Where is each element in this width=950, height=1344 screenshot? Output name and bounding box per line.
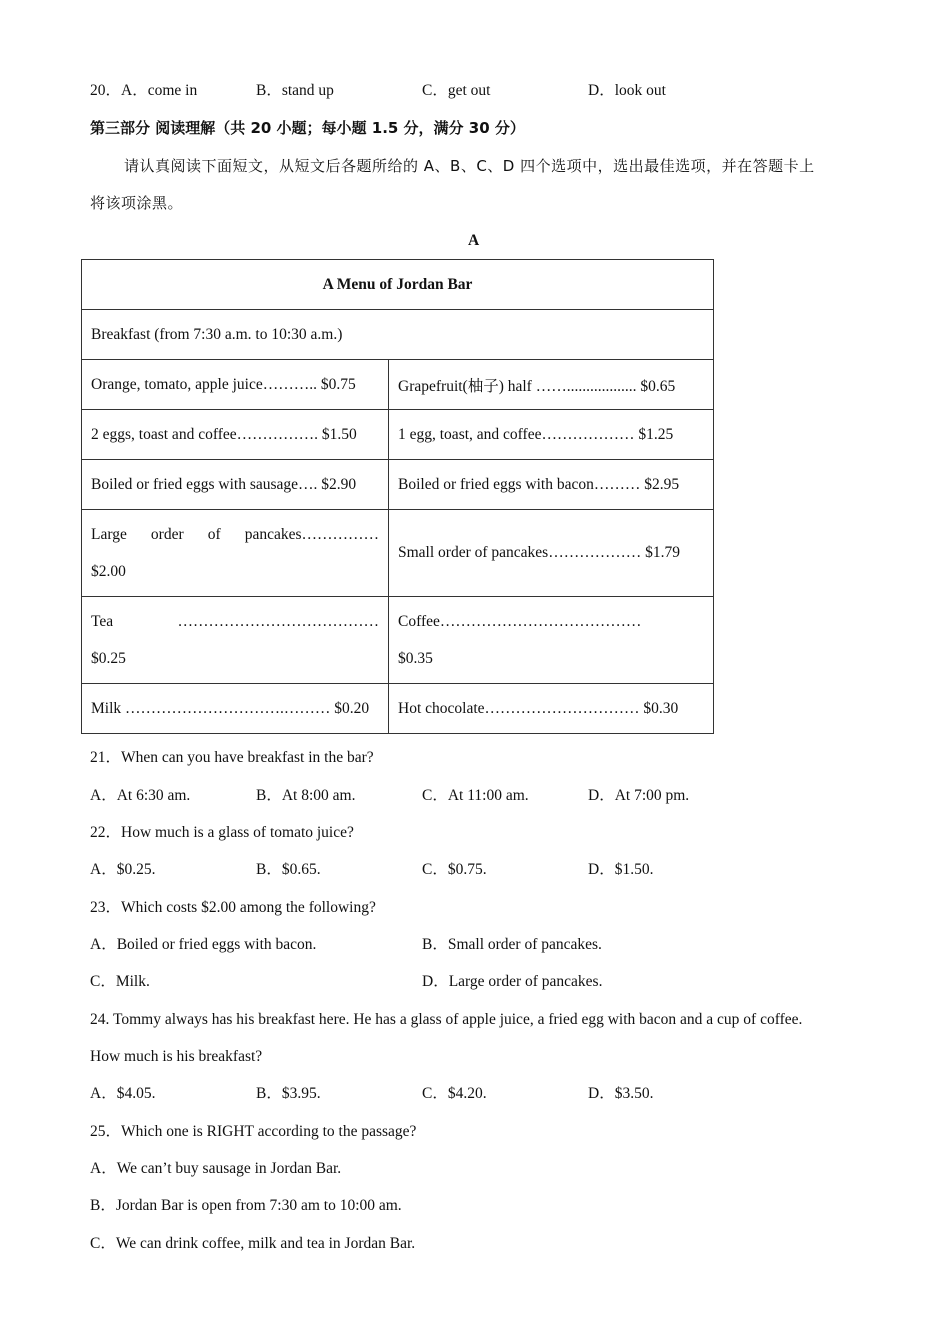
menu-item: Small order of pancakes……………… $1.79: [389, 510, 714, 597]
q21-option-d: D．At 7:00 pm.: [588, 787, 690, 804]
q24-option-d: D．$3.50.: [588, 1085, 654, 1102]
q20-option-d: D．look out: [588, 82, 666, 99]
section-instruction: 请认真阅读下面短文，从短文后各题所给的 A、B、C、D 四个选项中，选出最佳选项，并在答题卡上: [124, 157, 815, 175]
section-title: 第三部分 阅读理解（共 20 小题；每小题 1.5 分，满分 30 分）: [90, 119, 525, 137]
q24-option-a: A．$4.05.: [90, 1085, 156, 1102]
menu-item: Orange, tomato, apple juice……….. $0.75: [82, 360, 389, 410]
q20-option-c: C．get out: [422, 82, 491, 99]
menu-item: Boiled or fried eggs with bacon……… $2.95: [389, 460, 714, 510]
menu-item-name: Tea …………………………………: [91, 613, 379, 630]
q22-option-d: D．$1.50.: [588, 861, 654, 878]
q25-option-c: C．We can drink coffee, milk and tea in Jordan Bar.: [90, 1235, 416, 1252]
q23-stem: 23．Which costs $2.00 among the following?: [90, 899, 376, 916]
q22-option-c: C．$0.75.: [422, 861, 487, 878]
q23-option-d: D．Large order of pancakes.: [422, 973, 603, 990]
menu-item-large-pancakes: [82, 510, 389, 597]
q22-option-b: B．$0.65.: [256, 861, 321, 878]
q21-option-c: C．At 11:00 am.: [422, 787, 529, 804]
menu-item: 2 eggs, toast and coffee……………. $1.50: [82, 410, 389, 460]
q24-stem: 24. Tommy always has his breakfast here. He has a glass of apple juice, a fried egg with bacon and a cup of coffee.: [90, 1011, 803, 1028]
menu-item: 1 egg, toast, and coffee……………… $1.25: [389, 410, 714, 460]
menu-table: [81, 259, 714, 734]
section-instruction-cont: 将该项涂黑。: [90, 194, 184, 212]
q20-option-b: B．stand up: [256, 82, 334, 99]
q20-option-a: 20．A．come in: [90, 82, 198, 99]
q24-stem-cont: How much is his breakfast?: [90, 1048, 263, 1065]
menu-item-price: $2.00: [91, 563, 126, 580]
q23-option-a: A．Boiled or fried eggs with bacon.: [90, 936, 317, 953]
q24-option-c: C．$4.20.: [422, 1085, 487, 1102]
q22-option-a: A．$0.25.: [90, 861, 156, 878]
q23-option-c: C．Milk.: [90, 973, 150, 990]
q24-option-b: B．$3.95.: [256, 1085, 321, 1102]
q22-stem: 22．How much is a glass of tomato juice?: [90, 824, 354, 841]
menu-item: Milk ………………………….……… $0.20: [82, 684, 389, 734]
menu-item: Boiled or fried eggs with sausage…. $2.90: [82, 460, 389, 510]
menu-item: Grapefruit(柚子) half …….................. $0.65: [389, 360, 714, 410]
q25-option-a: A．We can’t buy sausage in Jordan Bar.: [90, 1160, 342, 1177]
menu-item: Hot chocolate………………………… $0.30: [389, 684, 714, 734]
q25-stem: 25．Which one is RIGHT according to the passage?: [90, 1123, 417, 1140]
passage-label: A: [468, 232, 480, 249]
q21-option-a: A．At 6:30 am.: [90, 787, 191, 804]
menu-item-price: $0.35: [398, 650, 433, 667]
q21-stem: 21．When can you have breakfast in the bar?: [90, 749, 374, 766]
menu-item-name: Large order of pancakes……………: [91, 526, 379, 543]
menu-item-price: $0.25: [91, 650, 126, 667]
q25-option-b: B．Jordan Bar is open from 7:30 am to 10:00 am.: [90, 1197, 402, 1214]
menu-item-tea: [82, 597, 389, 684]
menu-item-coffee: [389, 597, 714, 684]
menu-title: A Menu of Jordan Bar: [82, 260, 714, 310]
menu-item-name: Coffee…………………………………: [398, 613, 642, 630]
breakfast-hours: Breakfast (from 7:30 a.m. to 10:30 a.m.): [82, 310, 714, 360]
q23-option-b: B．Small order of pancakes.: [422, 936, 602, 953]
q21-option-b: B．At 8:00 am.: [256, 787, 356, 804]
